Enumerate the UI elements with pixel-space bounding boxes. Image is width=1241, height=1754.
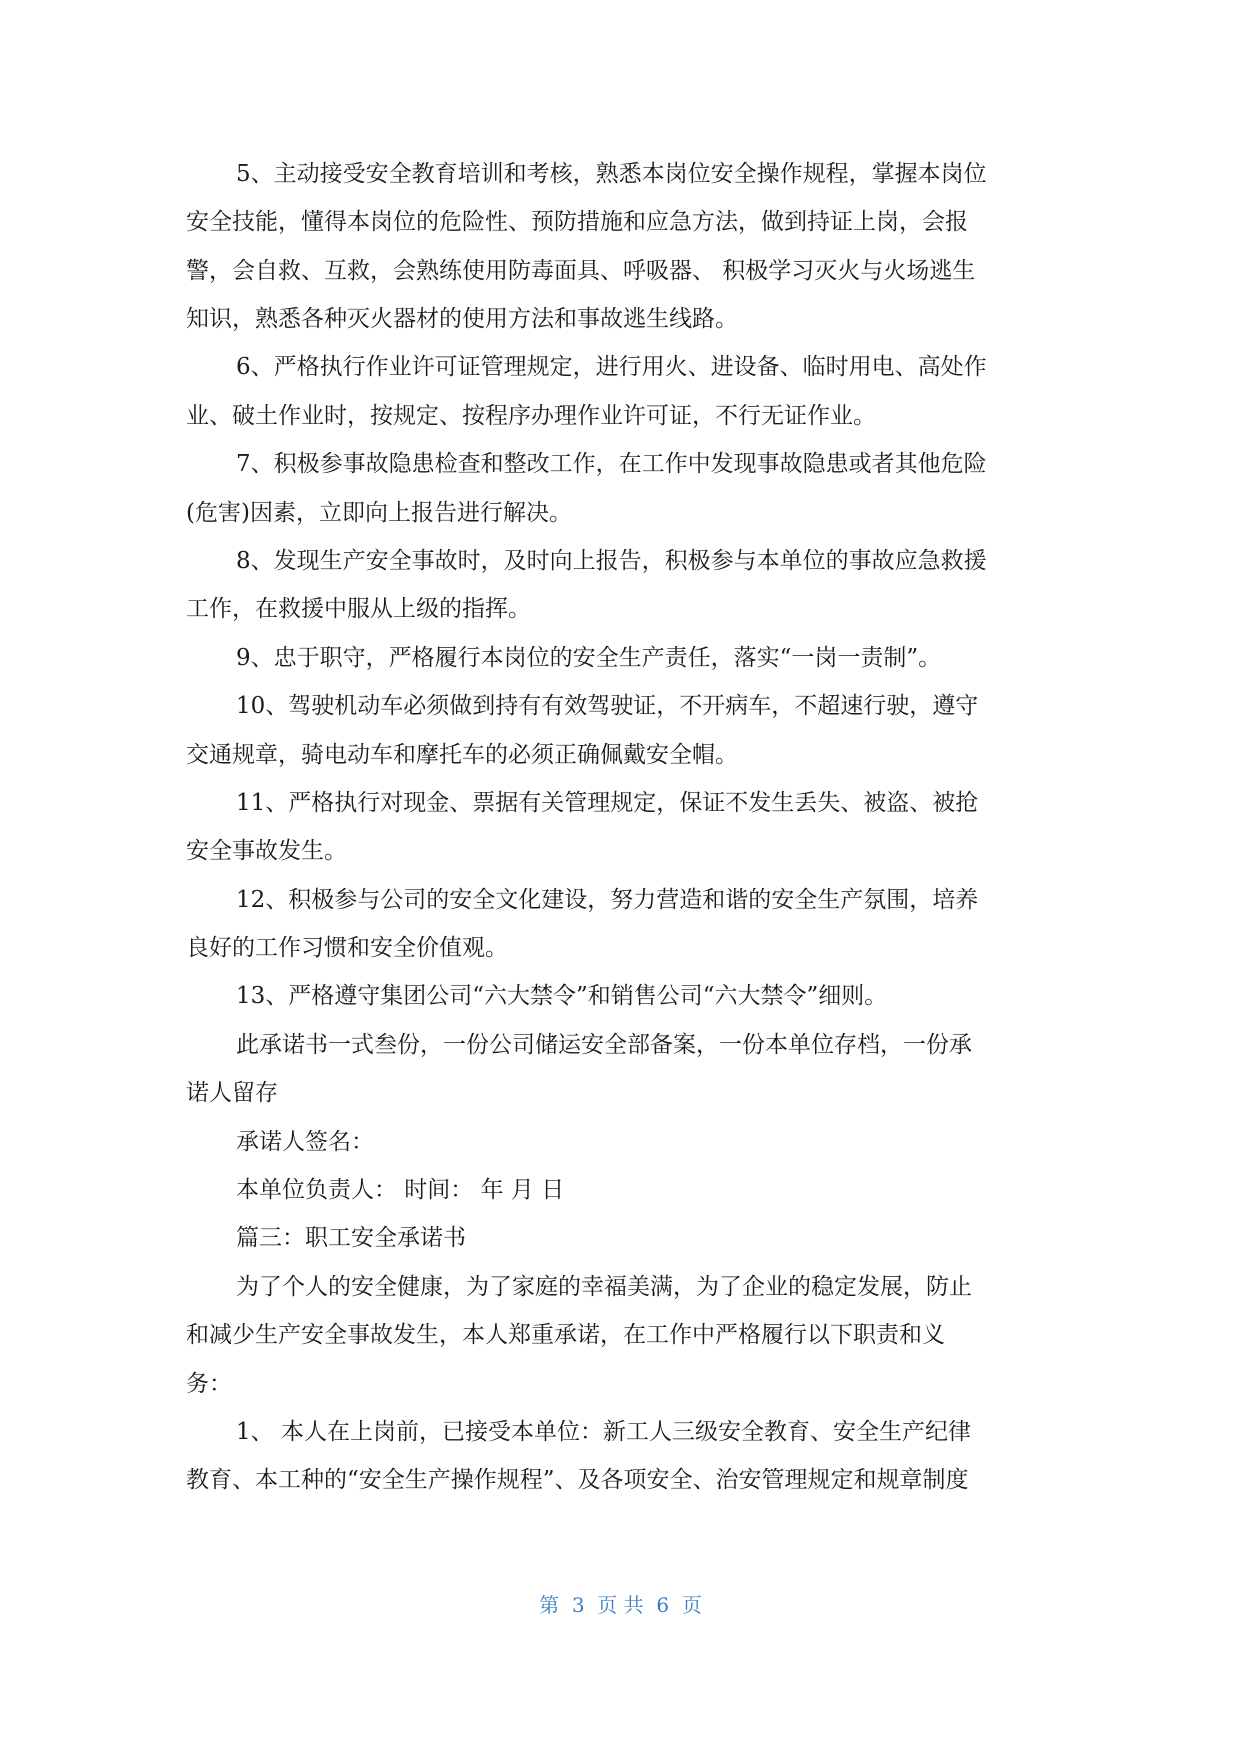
body-line-18: 13、严格遵守集团公司“六大禁令”和销售公司“六大禁令”细则。 [236,983,888,1009]
signature-label: 承诺人签名： [236,1129,374,1155]
section-heading: 篇三：职工安全承诺书 [236,1225,466,1251]
body-line-12: 10、驾驶机动车必须做到持有有效驾驶证，不开病车，不超速行驶，遵守 [236,693,979,719]
body-line-27: 1、 本人在上岗前，已接受本单位：新工人三级安全教育、安全生产纪律 [236,1419,971,1445]
body-line-26: 务： [186,1371,232,1397]
body-line-10: 工作，在救援中服从上级的指挥。 [186,596,531,622]
responsible-date-line: 本单位负责人： 时间： 年 月 日 [236,1177,565,1203]
body-line-14: 11、严格执行对现金、票据有关管理规定，保证不发生丢失、被盗、被抢 [236,790,979,816]
body-line-19: 此承诺书一式叁份，一份公司储运安全部备案，一份本单位存档，一份承 [236,1032,972,1058]
body-line-28: 教育、本工种的“安全生产操作规程”、及各项安全、治安管理规定和规章制度 [186,1467,969,1493]
body-line-15: 安全事故发生。 [186,838,347,864]
body-line-7: 7、积极参事故隐患检查和整改工作，在工作中发现事故隐患或者其他危险 [236,451,987,477]
body-line-24: 为了个人的安全健康，为了家庭的幸福美满，为了企业的稳定发展，防止 [236,1274,972,1300]
body-line-25: 和减少生产安全事故发生，本人郑重承诺，在工作中严格履行以下职责和义 [186,1322,945,1348]
body-line-3: 警，会自救、互救，会熟练使用防毒面具、呼吸器、 积极学习灭火与火场逃生 [186,258,976,284]
body-line-17: 良好的工作习惯和安全价值观。 [186,935,508,961]
body-line-11: 9、忠于职守，严格履行本岗位的安全生产责任，落实“一岗一责制”。 [236,645,942,671]
body-line-13: 交通规章，骑电动车和摩托车的必须正确佩戴安全帽。 [186,742,738,768]
body-line-5: 6、严格执行作业许可证管理规定，进行用火、进设备、临时用电、高处作 [236,354,987,380]
body-line-8: (危害)因素，立即向上报告进行解决。 [186,500,572,526]
body-line-16: 12、积极参与公司的安全文化建设，努力营造和谐的安全生产氛围，培养 [236,887,979,913]
page-number-footer: 第 3 页 共 6 页 [539,1593,702,1617]
body-line-9: 8、发现生产安全事故时，及时向上报告，积极参与本单位的事故应急救援 [236,548,987,574]
body-line-2: 安全技能，懂得本岗位的危险性、预防措施和应急方法，做到持证上岗，会报 [186,209,968,235]
body-line-6: 业、破土作业时，按规定、按程序办理作业许可证，不行无证作业。 [186,403,876,429]
body-line-1: 5、主动接受安全教育培训和考核，熟悉本岗位安全操作规程，掌握本岗位 [236,161,987,187]
body-line-20: 诺人留存 [186,1080,278,1106]
body-line-4: 知识，熟悉各种灭火器材的使用方法和事故逃生线路。 [186,306,738,332]
